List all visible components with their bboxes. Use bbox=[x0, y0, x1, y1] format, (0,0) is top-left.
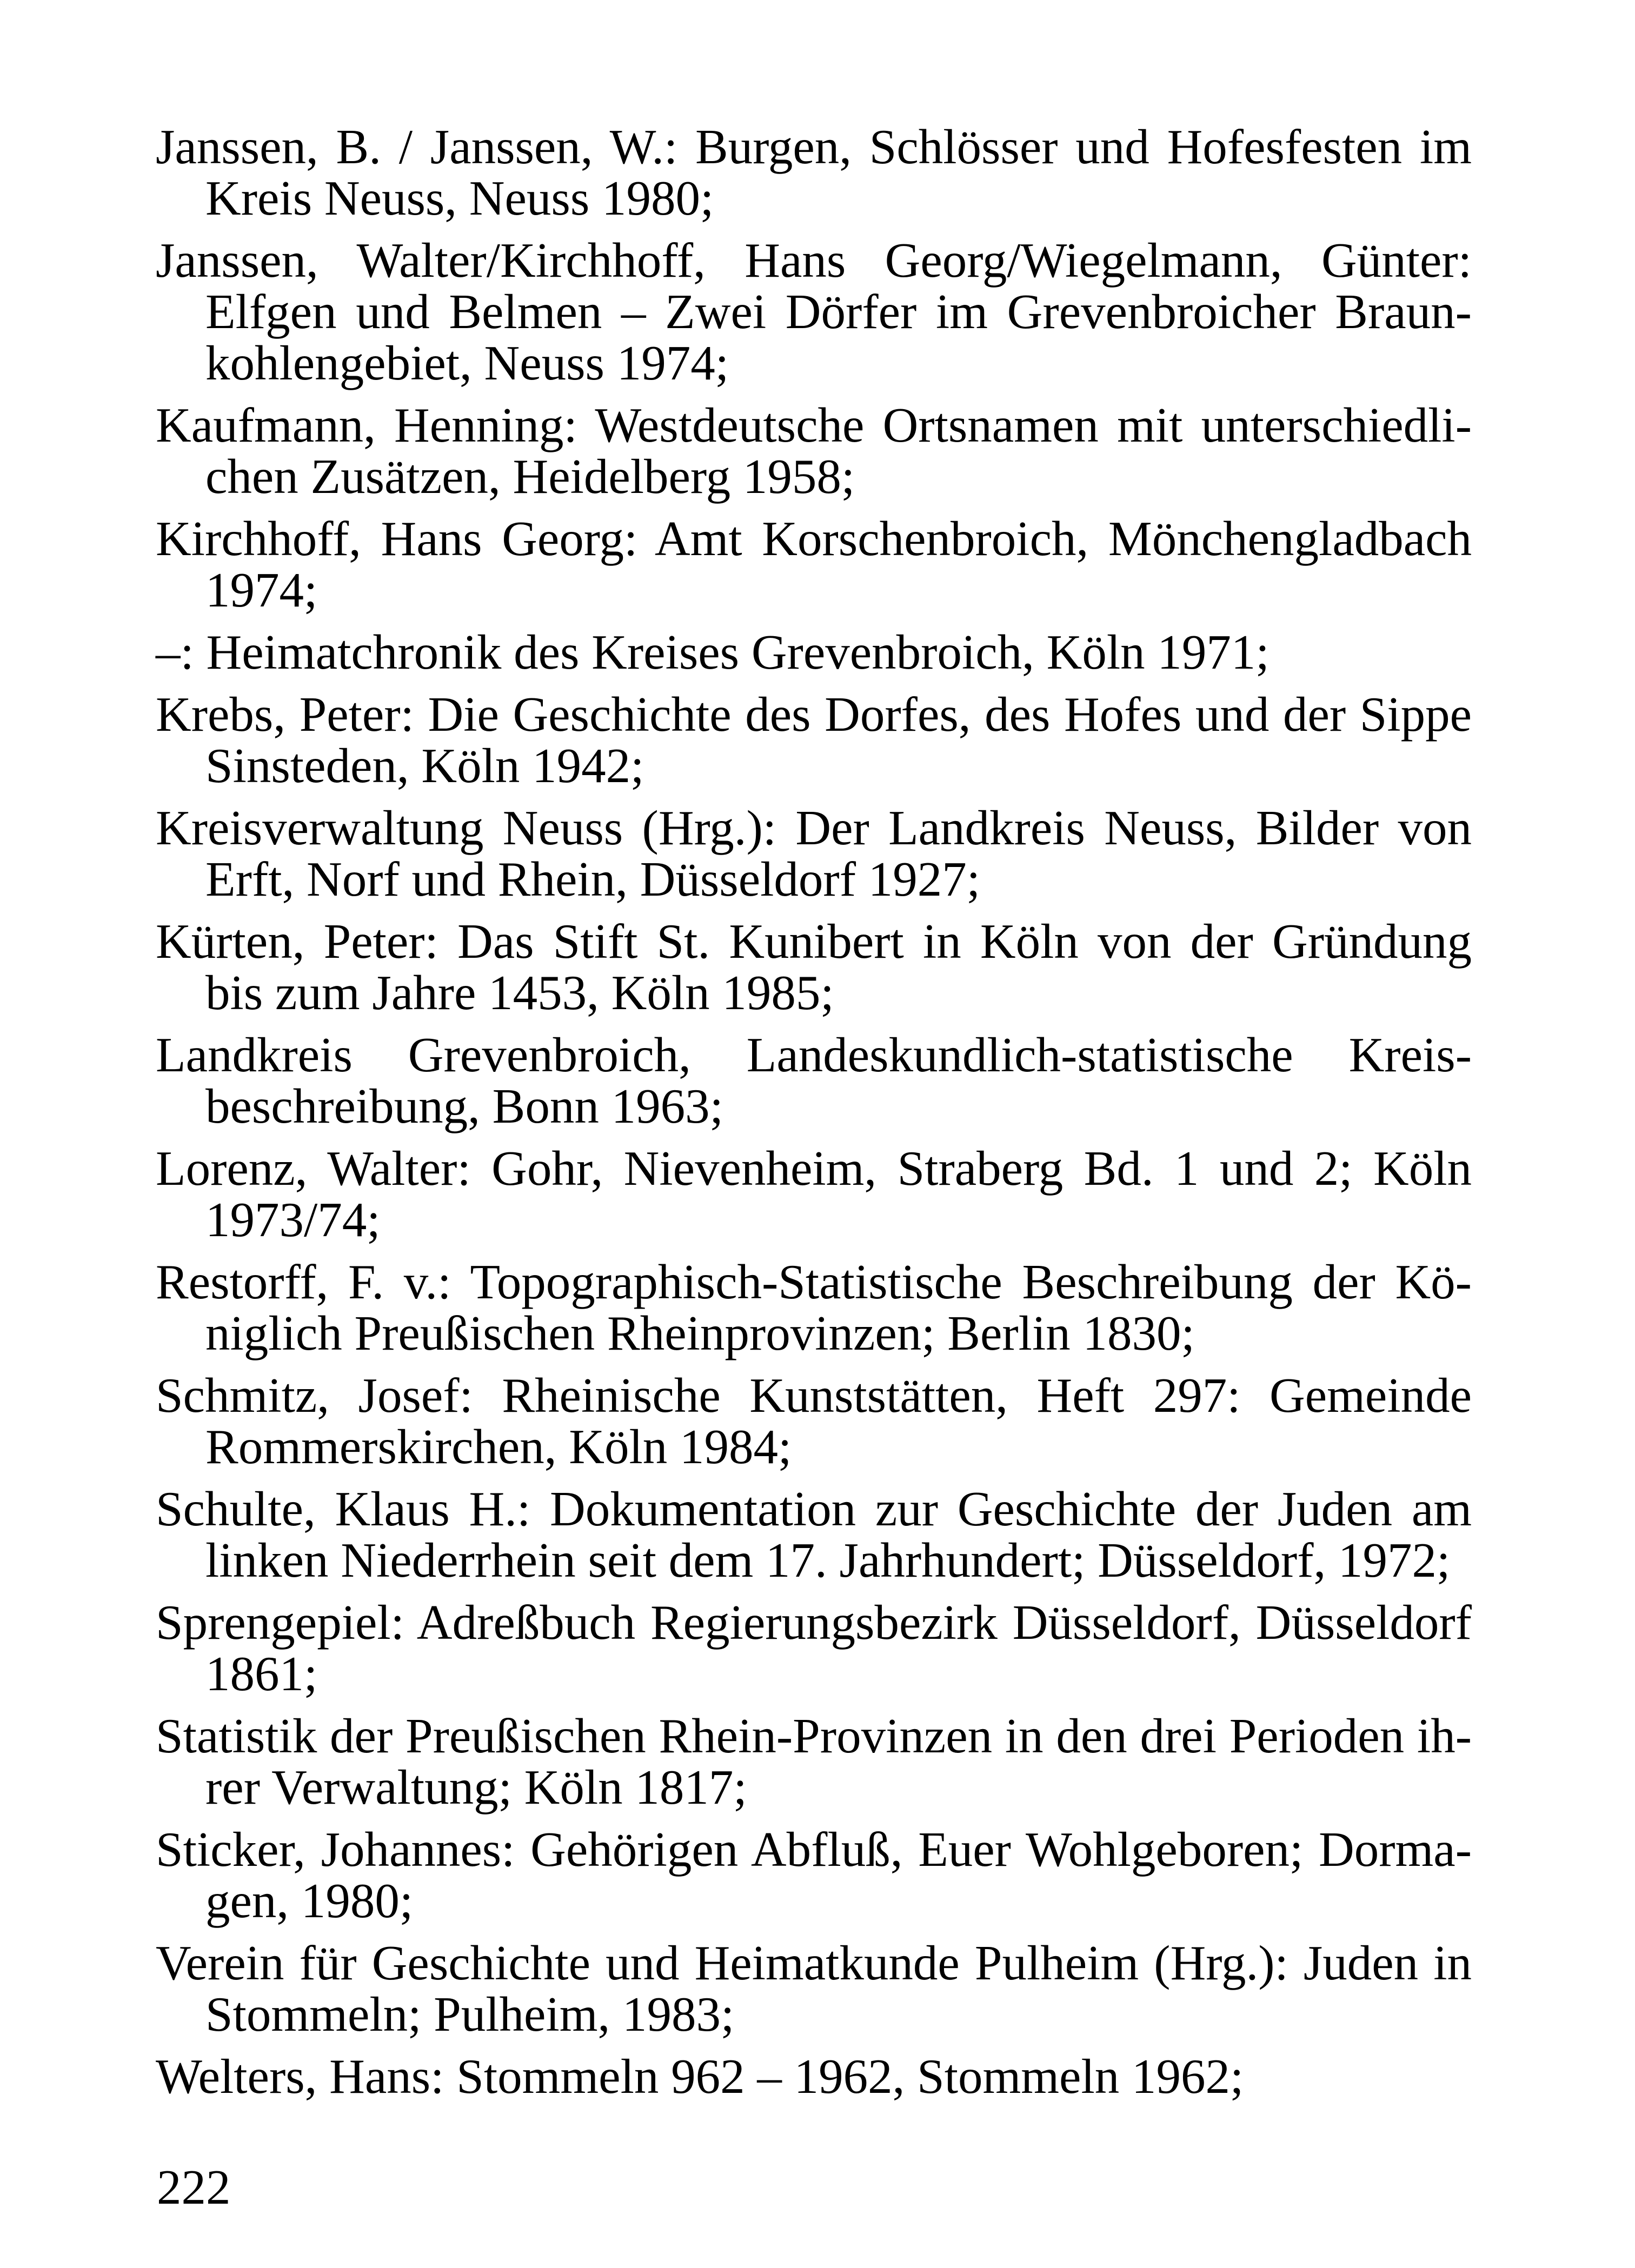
entry-line: niglich Preußischen Rheinprovinzen; Berlin 1830; bbox=[205, 1306, 1195, 1360]
bibliography-entry bbox=[156, 1370, 1472, 1472]
bibliography-entry bbox=[156, 1597, 1472, 1699]
entry-line: Kreisverwaltung Neuss (Hrg.): Der Landkreis Neuss, Bilder von bbox=[156, 801, 1472, 855]
entry-line: Sinsteden, Köln 1942; bbox=[205, 738, 644, 793]
entry-line: Stommeln; Pulheim, 1983; bbox=[205, 1987, 735, 2042]
page-number: 222 bbox=[157, 2160, 231, 2214]
entry-line: –: Heimatchronik des Kreises Grevenbroich, Köln 1971; bbox=[156, 625, 1270, 679]
bibliography-entry bbox=[156, 121, 1472, 224]
bibliography-entry bbox=[156, 1029, 1472, 1132]
entry-line: gen, 1980; bbox=[205, 1873, 414, 1928]
entry-line: Landkreis Grevenbroich, Landeskundlich-statistische Kreis- bbox=[156, 1028, 1472, 1082]
entry-line: Erft, Norf und Rhein, Düsseldorf 1927; bbox=[205, 852, 981, 906]
bibliography-list bbox=[156, 121, 1472, 2102]
entry-line: rer Verwaltung; Köln 1817; bbox=[205, 1760, 747, 1815]
entry-line: Elfgen und Belmen – Zwei Dörfer im Grevenbroicher Braun- bbox=[205, 284, 1472, 339]
entry-line: Sticker, Johannes: Gehörigen Abfluß, Euer Wohlgeboren; Dorma- bbox=[156, 1822, 1472, 1877]
entry-line: chen Zusätzen, Heidelberg 1958; bbox=[205, 449, 855, 504]
entry-line: Sprengepiel: Adreßbuch Regierungsbezirk Düsseldorf, Düsseldorf bbox=[156, 1595, 1472, 1650]
entry-line: Kürten, Peter: Das Stift St. Kunibert in Köln von der Gründung bbox=[156, 914, 1472, 969]
entry-line: Kaufmann, Henning: Westdeutsche Ortsnamen mit unterschiedli- bbox=[156, 398, 1472, 452]
entry-line: Rommerskirchen, Köln 1984; bbox=[205, 1419, 792, 1474]
entry-line: Kreis Neuss, Neuss 1980; bbox=[205, 171, 714, 225]
bibliography-entry bbox=[156, 513, 1472, 616]
bibliography-entry bbox=[156, 626, 1472, 678]
entry-line: Verein für Geschichte und Heimatkunde Pulheim (Hrg.): Juden in bbox=[156, 1936, 1472, 1990]
entry-line: linken Niederrhein seit dem 17. Jahrhundert; Düsseldorf, 1972; bbox=[205, 1533, 1451, 1587]
entry-line: 1974; bbox=[205, 563, 318, 617]
bibliography-entry bbox=[156, 689, 1472, 791]
entry-line: kohlengebiet, Neuss 1974; bbox=[205, 336, 729, 390]
entry-line: Statistik der Preußischen Rhein-Provinzen in den drei Perioden ih- bbox=[156, 1709, 1472, 1763]
bibliography-entry bbox=[156, 1483, 1472, 1586]
bibliography-entry bbox=[156, 235, 1472, 389]
entry-line: 1861; bbox=[205, 1646, 318, 1701]
bibliography-entry bbox=[156, 1710, 1472, 1813]
bibliography-entry bbox=[156, 1824, 1472, 1926]
bibliography-entry bbox=[156, 802, 1472, 905]
entry-line: Kirchhoff, Hans Georg: Amt Korschenbroich, Mönchengladbach bbox=[156, 511, 1472, 566]
entry-line: 1973/74; bbox=[205, 1192, 381, 1247]
entry-line: Restorff, F. v.: Topographisch-Statistische Beschreibung der Kö- bbox=[156, 1255, 1472, 1309]
entry-line: Lorenz, Walter: Gohr, Nievenheim, Straberg Bd. 1 und 2; Köln bbox=[156, 1141, 1472, 1196]
bibliography-entry bbox=[156, 916, 1472, 1018]
bibliography-entry bbox=[156, 1937, 1472, 2040]
entry-line: Krebs, Peter: Die Geschichte des Dorfes, des Hofes und der Sippe bbox=[156, 687, 1472, 742]
bibliography-entry bbox=[156, 1143, 1472, 1245]
entry-line: Schmitz, Josef: Rheinische Kunststätten, Heft 297: Gemeinde bbox=[156, 1368, 1472, 1423]
entry-line: beschreibung, Bonn 1963; bbox=[205, 1079, 723, 1133]
bibliography-entry bbox=[156, 399, 1472, 502]
entry-line: Schulte, Klaus H.: Dokumentation zur Geschichte der Juden am bbox=[156, 1482, 1472, 1536]
bibliography-entry bbox=[156, 1256, 1472, 1359]
bibliography-entry bbox=[156, 2051, 1472, 2102]
entry-line: Welters, Hans: Stommeln 962 – 1962, Stommeln 1962; bbox=[156, 2049, 1244, 2104]
entry-line: Janssen, Walter/Kirchhoff, Hans Georg/Wiegelmann, Günter: bbox=[156, 233, 1472, 288]
entry-line: Janssen, B. / Janssen, W.: Burgen, Schlösser und Hofesfesten im bbox=[156, 119, 1472, 174]
entry-line: bis zum Jahre 1453, Köln 1985; bbox=[205, 965, 834, 1020]
